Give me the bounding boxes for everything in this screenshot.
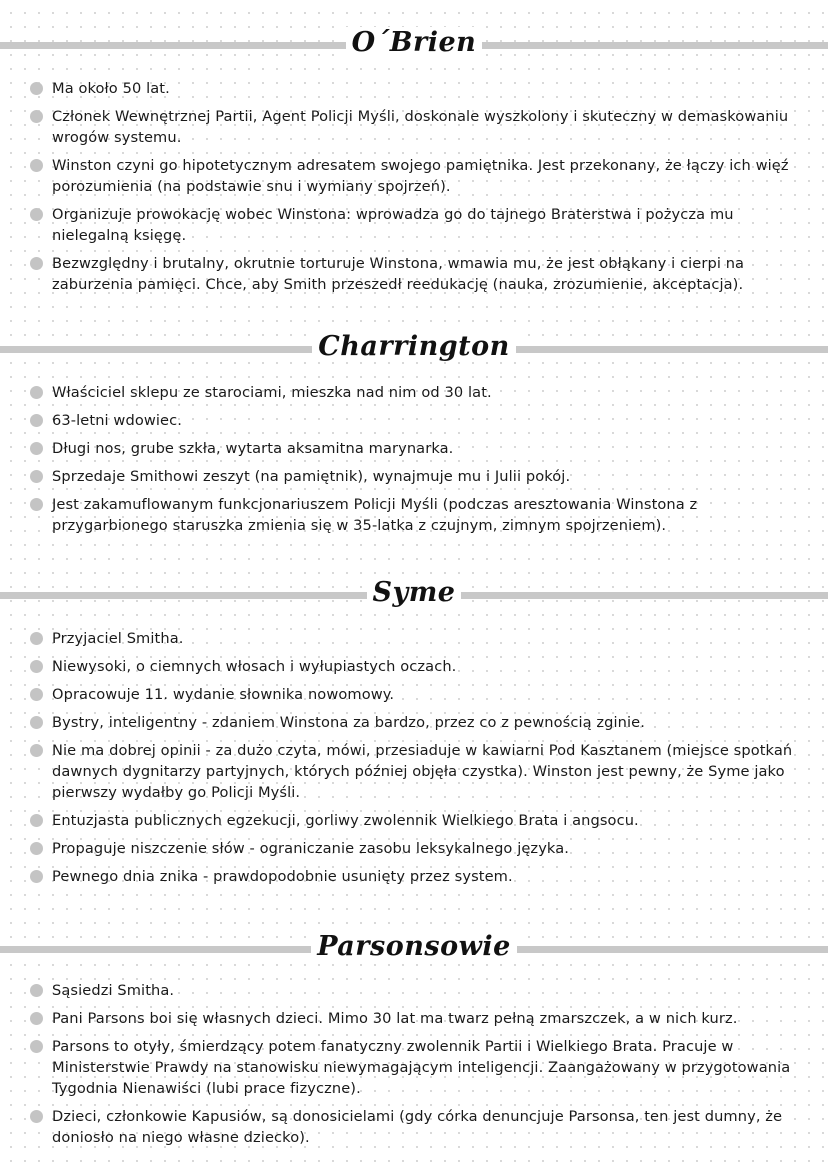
list-item: Niewysoki, o ciemnych włosach i wyłupiastych oczach.: [0, 656, 828, 677]
bullet-dot-icon: [30, 688, 43, 701]
bullet-dot-icon: [30, 870, 43, 883]
list-item: Pani Parsons boi się własnych dzieci. Mimo 30 lat ma twarz pełną zmarszczek, a w nich kurz.: [0, 1008, 828, 1029]
section-header: [0, 574, 828, 614]
bullet-dot-icon: [30, 1012, 43, 1025]
bullet-dot-icon: [30, 257, 43, 270]
list-item: Propaguje niszczenie słów - ograniczanie zasobu leksykalnego języka.: [0, 838, 828, 859]
section-header: [0, 328, 828, 368]
list-item: Sprzedaje Smithowi zeszyt (na pamiętnik), wynajmuje mu i Julii pokój.: [0, 466, 828, 487]
bullet-list: [0, 628, 828, 887]
bullet-dot-icon: [30, 110, 43, 123]
bullet-dot-icon: [30, 1110, 43, 1123]
bullet-dot-icon: [30, 842, 43, 855]
bullet-dot-icon: [30, 716, 43, 729]
section-title: Parsonsowie: [311, 931, 517, 962]
section-obrien: [0, 24, 828, 302]
bullet-dot-icon: [30, 498, 43, 511]
bullet-dot-icon: [30, 814, 43, 827]
bullet-dot-icon: [30, 82, 43, 95]
list-item: Członek Wewnętrznej Partii, Agent Policji Myśli, doskonale wyszkolony i skuteczny w demaskowaniu wrogów systemu.: [0, 106, 828, 148]
list-item: Entuzjasta publicznych egzekucji, gorliwy zwolennik Wielkiego Brata i angsocu.: [0, 810, 828, 831]
bullet-dot-icon: [30, 159, 43, 172]
list-item: Opracowuje 11. wydanie słownika nowomowy.: [0, 684, 828, 705]
list-item: Winston czyni go hipotetycznym adresatem swojego pamiętnika. Jest przekonany, że łączy ich więź porozumienia (na podstawie snu i wymiany spojrzeń).: [0, 155, 828, 197]
list-item: Parsons to otyły, śmierdzący potem fanatyczny zwolennik Partii i Wielkiego Brata. Pracuje w Ministerstwie Prawdy na stanowisku niewymagającym inteligencji. Zaangażowany w przygotowania Tygodnia Nienawiści (lubi prace fizyczne).: [0, 1036, 828, 1099]
list-item: 63-letni wdowiec.: [0, 410, 828, 431]
bullet-list: [0, 980, 828, 1148]
list-item: Przyjaciel Smitha.: [0, 628, 828, 649]
list-item: Nie ma dobrej opinii - za dużo czyta, mówi, przesiaduje w kawiarni Pod Kasztanem (miejsce spotkań dawnych dygnitarzy partyjnych, których później objęła czystka). Winston jest pewny, że Syme jako pierwszy wydałby go Policji Myśli.: [0, 740, 828, 803]
section-title: Syme: [367, 577, 462, 608]
section-charrington: [0, 328, 828, 543]
bullet-dot-icon: [30, 984, 43, 997]
bullet-dot-icon: [30, 632, 43, 645]
list-item: Pewnego dnia znika - prawdopodobnie usunięty przez system.: [0, 866, 828, 887]
bullet-dot-icon: [30, 414, 43, 427]
section-header: [0, 928, 828, 968]
list-item: Długi nos, grube szkła, wytarta aksamitna marynarka.: [0, 438, 828, 459]
bullet-dot-icon: [30, 442, 43, 455]
list-item: Jest zakamuflowanym funkcjonariuszem Policji Myśli (podczas aresztowania Winstona z przygarbionego staruszka zmienia się w 35-latka z czujnym, zimnym spojrzeniem).: [0, 494, 828, 536]
bullet-dot-icon: [30, 208, 43, 221]
list-item: Sąsiedzi Smitha.: [0, 980, 828, 1001]
section-syme: [0, 574, 828, 894]
list-item: Właściciel sklepu ze starociami, mieszka nad nim od 30 lat.: [0, 382, 828, 403]
list-item: Dzieci, członkowie Kapusiów, są donosicielami (gdy córka denuncjuje Parsonsa, ten jest dumny, że doniosło na niego własne dziecko).: [0, 1106, 828, 1148]
list-item: Ma około 50 lat.: [0, 78, 828, 99]
bullet-dot-icon: [30, 386, 43, 399]
list-item: Bezwzględny i brutalny, okrutnie torturuje Winstona, wmawia mu, że jest obłąkany i cierpi na zaburzenia pamięci. Chce, aby Smith przeszedł reedukację (nauka, zrozumienie, akceptacja).: [0, 253, 828, 295]
section-header: [0, 24, 828, 64]
bullet-list: [0, 382, 828, 536]
bullet-dot-icon: [30, 470, 43, 483]
bullet-dot-icon: [30, 660, 43, 673]
section-parsonsowie: [0, 928, 828, 1155]
bullet-dot-icon: [30, 1040, 43, 1053]
list-item: Bystry, inteligentny - zdaniem Winstona za bardzo, przez co z pewnością zginie.: [0, 712, 828, 733]
list-item: Organizuje prowokację wobec Winstona: wprowadza go do tajnego Braterstwa i pożycza mu nielegalną księgę.: [0, 204, 828, 246]
section-title: Charrington: [312, 331, 515, 362]
bullet-dot-icon: [30, 744, 43, 757]
section-title: O´Brien: [346, 27, 483, 58]
bullet-list: [0, 78, 828, 295]
